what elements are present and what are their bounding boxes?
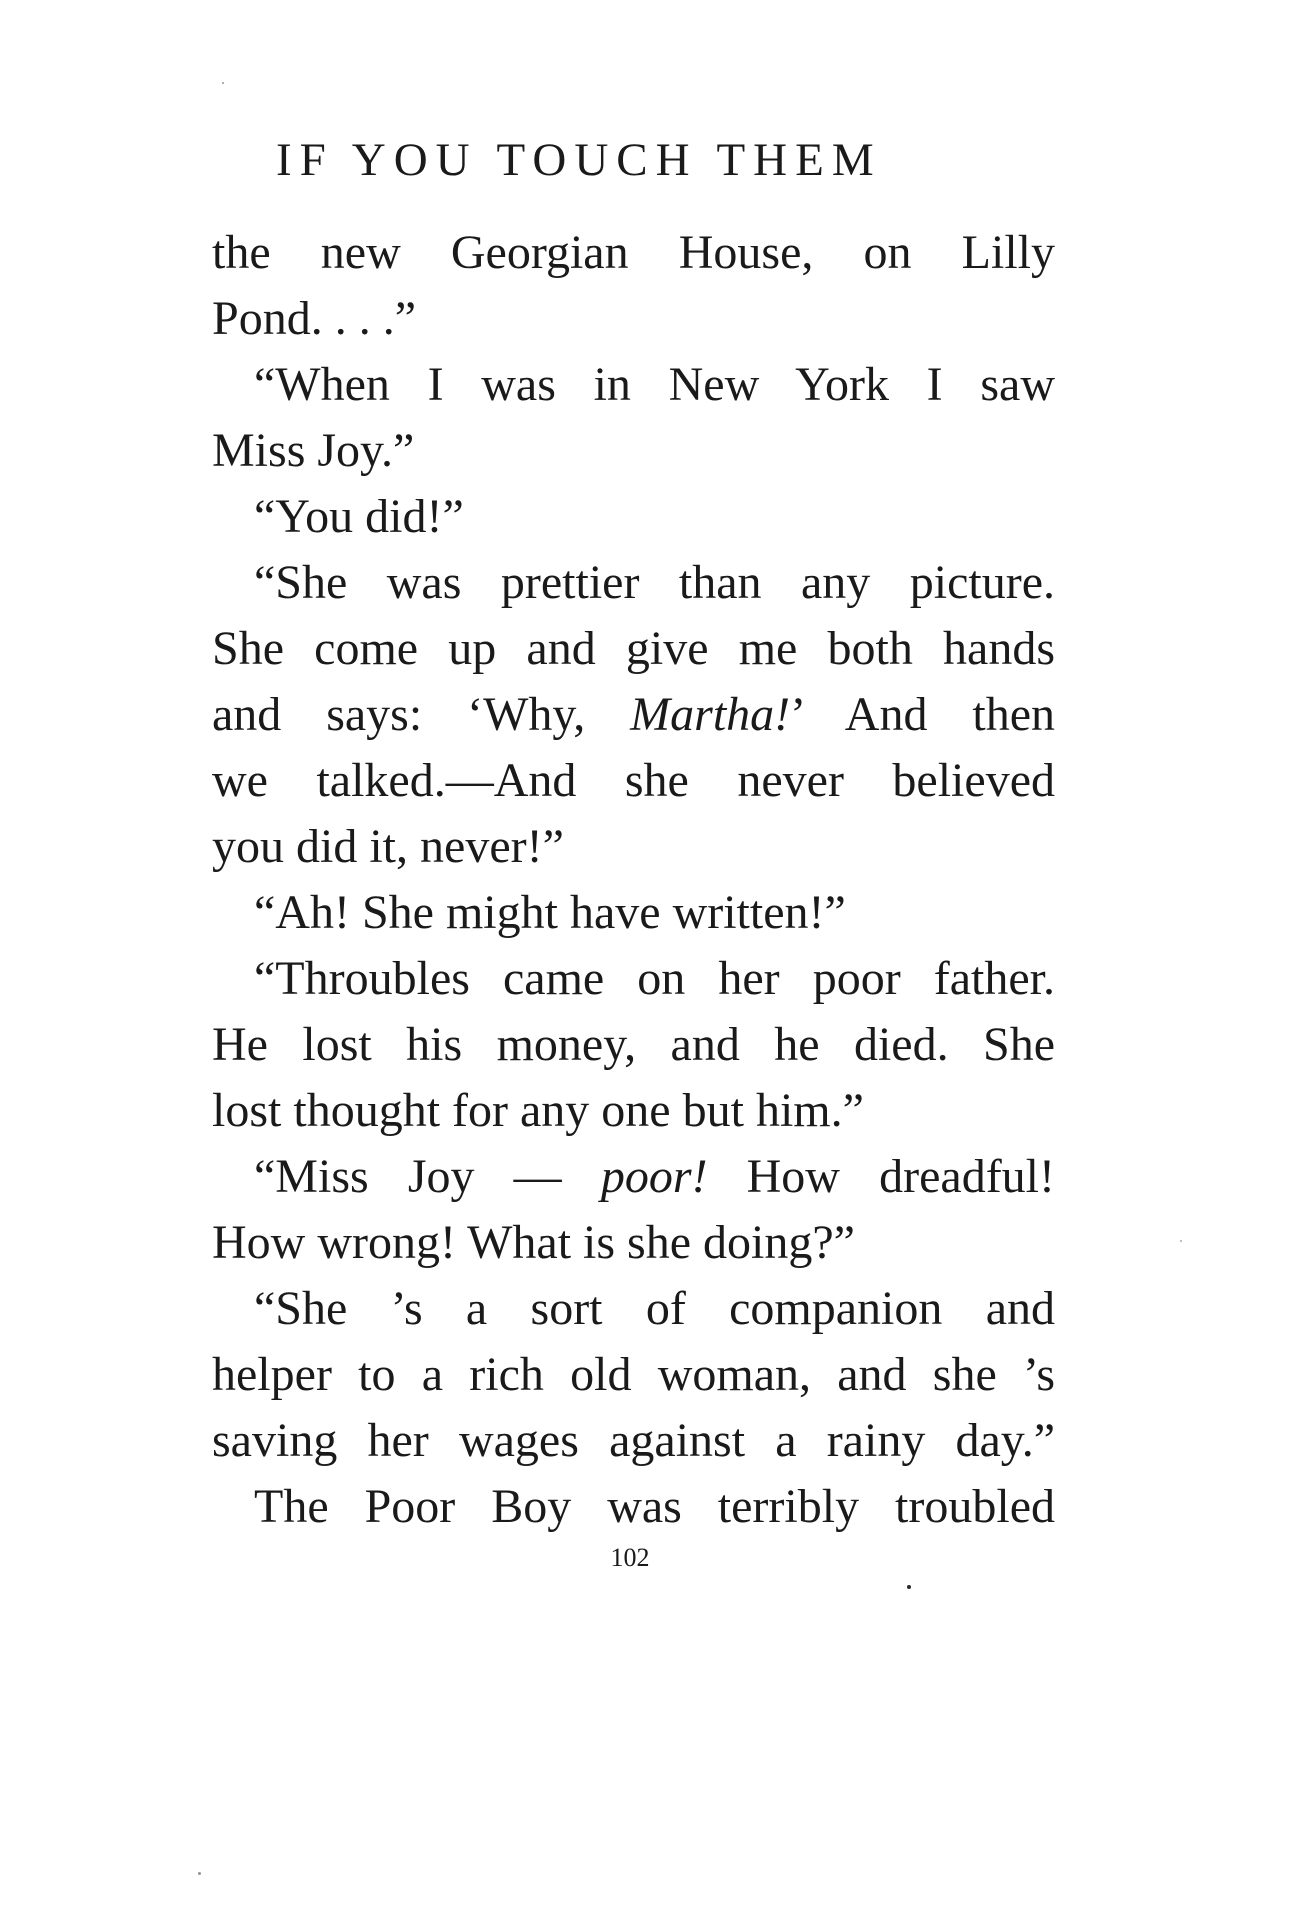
scan-speck xyxy=(907,1585,911,1589)
running-head: IF YOU TOUCH THEM xyxy=(276,134,882,186)
text-line: “She ’s a sort of companion and xyxy=(254,1282,1055,1335)
text-line xyxy=(212,1144,1055,1210)
text-line: you did it, never!” xyxy=(212,820,564,873)
line-segment: and says: ‘Why, xyxy=(212,688,631,741)
text-line: “When I was in New York I saw xyxy=(254,358,1055,411)
text-line: Miss Joy.” xyxy=(212,424,415,477)
scan-speck xyxy=(198,1872,201,1875)
text-line: Pond. . . .” xyxy=(212,292,416,345)
italic-emphasis: poor! xyxy=(600,1150,708,1203)
text-line: saving her wages against a rainy day.” xyxy=(212,1414,1055,1467)
text-line: “Ah! She might have written!” xyxy=(254,886,846,939)
page-number: 102 xyxy=(610,1543,650,1572)
text-line: the new Georgian House, on Lilly xyxy=(212,226,1055,279)
body-text xyxy=(212,220,1055,1540)
line-segment: ’ And then xyxy=(790,688,1055,741)
text-line: we talked.—And she never believed xyxy=(212,754,1055,807)
text-line: “She was prettier than any picture. xyxy=(254,556,1055,609)
text-line: lost thought for any one but him.” xyxy=(212,1084,864,1137)
text-line: He lost his money, and he died. She xyxy=(212,1018,1055,1071)
line-segment: How dreadful! xyxy=(707,1150,1056,1203)
scan-speck xyxy=(1180,1240,1182,1242)
text-line: She come up and give me both hands xyxy=(212,622,1055,675)
scan-speck xyxy=(222,82,224,84)
italic-emphasis: Martha! xyxy=(630,688,791,741)
text-line: helper to a rich old woman, and she ’s xyxy=(212,1348,1055,1401)
text-line: How wrong! What is she doing?” xyxy=(212,1216,855,1269)
text-line: “Throubles came on her poor father. xyxy=(254,952,1055,1005)
text-line: “You did!” xyxy=(254,490,464,543)
text-line xyxy=(212,682,1055,748)
text-line: The Poor Boy was terribly troubled xyxy=(254,1480,1055,1533)
line-segment: “Miss Joy — xyxy=(254,1150,601,1203)
